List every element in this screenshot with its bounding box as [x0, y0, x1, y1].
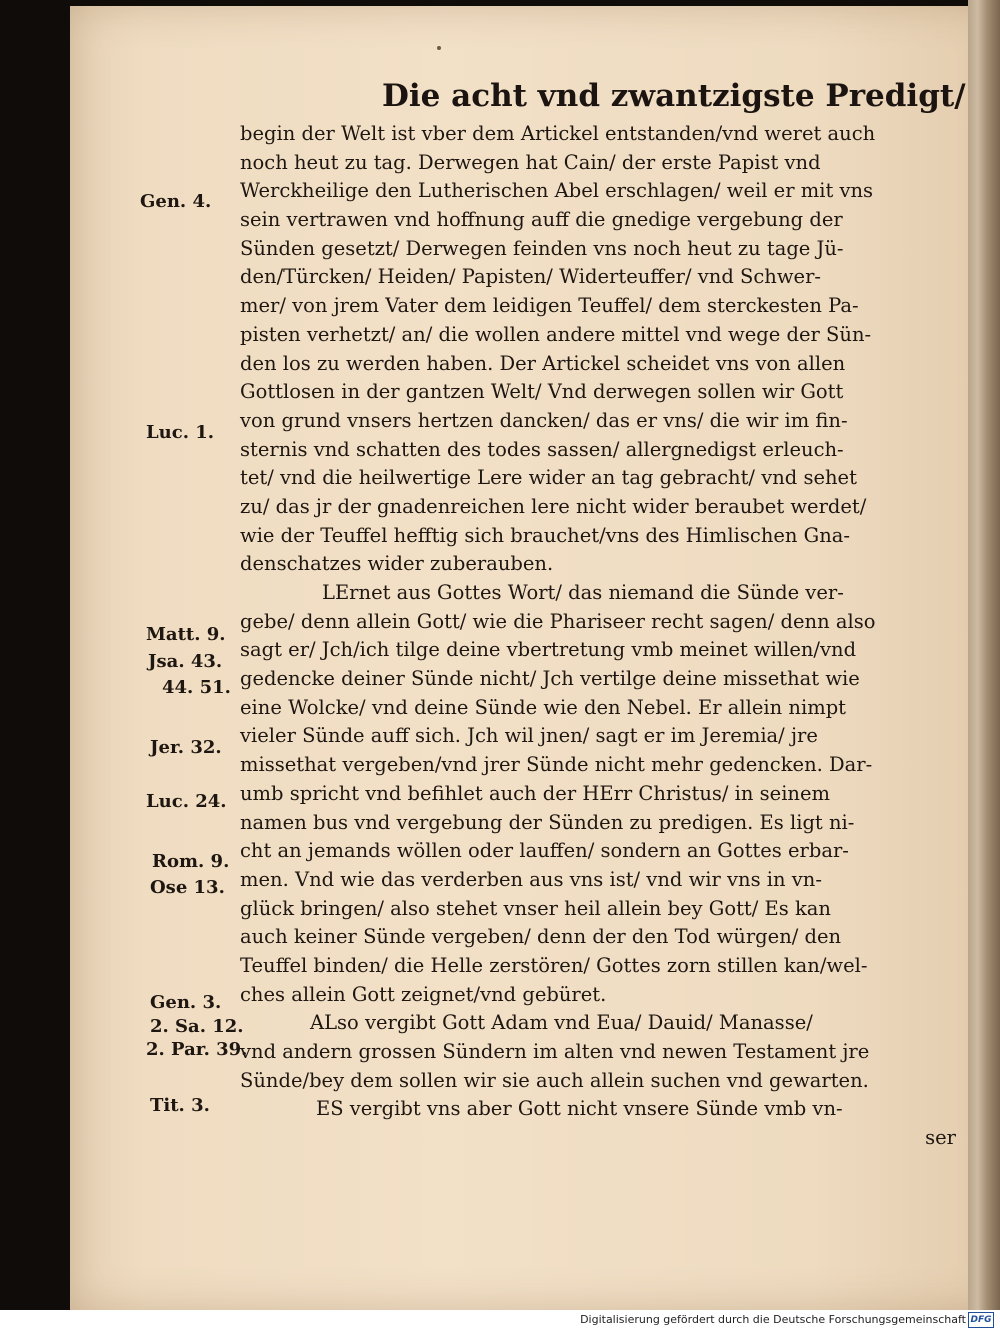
margin-note: Gen. 3.: [150, 992, 222, 1013]
dfg-logo-icon: DFG: [968, 1312, 994, 1328]
text-line: den los zu werden haben. Der Artickel scheidet vns von allen: [240, 351, 846, 375]
text-line: eine Wolcke/ vnd deine Sünde wie den Nebel. Er allein nimpt: [240, 695, 847, 719]
text-line: gebe/ denn allein Gott/ wie die Phariseer recht sagen/ denn also: [240, 609, 876, 633]
margin-note: Luc. 24.: [146, 791, 227, 812]
text-line: sein vertrawen vnd hoffnung auff die gnedige vergebung der: [240, 208, 843, 232]
margin-note: Jer. 32.: [150, 737, 222, 758]
text-line: begin der Welt ist vber dem Artickel entstanden/vnd weret auch: [240, 122, 876, 145]
page-edge: [968, 0, 1000, 1310]
margin-note: Jsa. 43.: [148, 651, 223, 672]
text-line: vieler Sünde auff sich. Jch wil jnen/ sagt er im Jeremia/ jre: [240, 724, 818, 748]
text-line: sagt er/ Jch/ich tilge deine vbertretung vmb meinet willen/vnd: [240, 638, 857, 662]
text-line: ches allein Gott zeignet/vnd gebüret.: [240, 982, 607, 1006]
text-line: vnd andern grossen Sündern im alten vnd newen Testament jre: [240, 1040, 870, 1063]
text-line: men. Vnd wie das verderben aus vns ist/ vnd wir vns in vn-: [240, 867, 822, 891]
text-line: tet/ vnd die heilwertige Lere wider an tag gebracht/ vnd sehet: [240, 466, 857, 490]
text-line: glück bringen/ also stehet vnser heil allein bey Gott/ Es kan: [240, 896, 831, 920]
text-line: auch keiner Sünde vergeben/ denn der den Tod würgen/ den: [240, 925, 842, 949]
catchword: ser: [925, 1126, 956, 1150]
margin-note: Gen. 4.: [140, 191, 212, 212]
margin-note: Rom. 9.: [152, 851, 230, 872]
text-line: missethat vergeben/vnd jrer Sünde nicht mehr gedencken. Dar-: [240, 753, 873, 777]
text-line: noch heut zu tag. Derwegen hat Cain/ der erste Papist vnd: [240, 150, 821, 174]
text-line: von grund vnsers hertzen dancken/ das er vns/ die wir im fin-: [240, 408, 848, 432]
text-line: namen bus vnd vergebung der Sünden zu predigen. Es ligt ni-: [240, 810, 855, 834]
margin-note: Ose 13.: [150, 877, 225, 898]
text-line: denschatzes wider zuberauben.: [240, 552, 554, 576]
text-line: zu/ das jr der gnadenreichen lere nicht wider beraubet werdet/: [240, 494, 867, 518]
sermon-text: [240, 120, 960, 1153]
funding-credit: Digitalisierung gefördert durch die Deutsche Forschungsgemeinschaft: [580, 1313, 966, 1326]
text-line: gedencke deiner Sünde nicht/ Jch vertilge deine missethat wie: [240, 667, 860, 691]
text-line: pisten verhetzt/ an/ die wollen andere mittel vnd wege der Sün-: [240, 322, 872, 346]
margin-note: 2. Sa. 12.: [150, 1016, 244, 1037]
text-line: mer/ von jrem Vater dem leidigen Teuffel/ dem sterckesten Pa-: [240, 294, 859, 318]
text-line: ES vergibt vns aber Gott nicht vnsere Sünde vmb vn-: [316, 1097, 843, 1121]
footer-bar: [0, 1310, 1000, 1330]
margin-note: Matt. 9.: [146, 624, 226, 645]
margin-note: 2. Par. 39.: [146, 1039, 248, 1060]
text-line: LErnet aus Gottes Wort/ das niemand die Sünde ver-: [322, 581, 844, 604]
text-line: Werckheilige den Lutherischen Abel erschlagen/ weil er mit vns: [240, 179, 874, 203]
text-line: ALso vergibt Gott Adam vnd Eua/ Dauid/ Manasse/: [310, 1011, 813, 1035]
margin-note: Luc. 1.: [146, 422, 215, 443]
page-mark: [437, 46, 441, 50]
text-line: Gottlosen in der gantzen Welt/ Vnd derwegen sollen wir Gott: [240, 380, 844, 404]
text-line: cht an jemands wöllen oder lauffen/ sondern an Gottes erbar-: [240, 839, 849, 863]
text-line: Teuffel binden/ die Helle zerstören/ Gottes zorn stillen kan/wel-: [240, 953, 868, 977]
text-line: sternis vnd schatten des todes sassen/ allergnedigst erleuch-: [240, 437, 844, 461]
margin-note: Tit. 3.: [150, 1095, 210, 1116]
text-line: den/Türcken/ Heiden/ Papisten/ Widerteuffer/ vnd Schwer-: [240, 265, 822, 289]
page-header: Die acht vnd zwantzigste Predigt/: [382, 78, 966, 114]
text-line: umb spricht vnd befihlet auch der HErr Christus/ in seinem: [240, 781, 831, 805]
text-line: Sünden gesetzt/ Derwegen feinden vns noch heut zu tage Jü-: [240, 236, 844, 260]
margin-note: 44. 51.: [162, 677, 231, 698]
text-line: Sünde/bey dem sollen wir sie auch allein suchen vnd gewarten.: [240, 1068, 869, 1092]
text-line: wie der Teuffel hefftig sich brauchet/vns des Himlischen Gna-: [240, 523, 851, 547]
